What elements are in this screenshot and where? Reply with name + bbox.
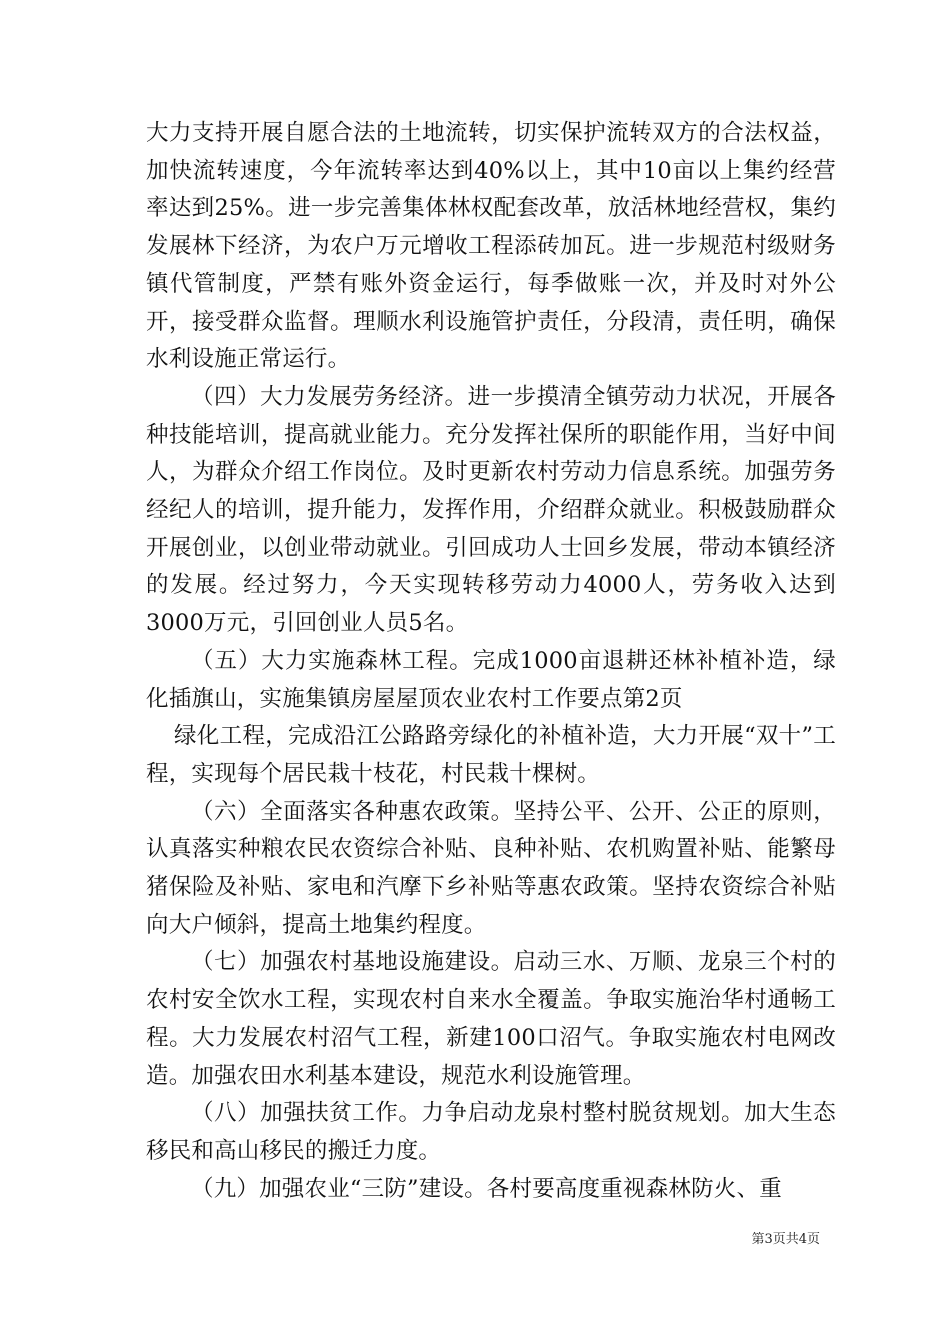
- page-number-footer: 第3页共4页: [751, 1232, 820, 1247]
- paragraph-poverty-relief: （八）加强扶贫工作。力争启动龙泉村整村脱贫规划。加大生态移民和高山移民的搬迁力度。: [146, 1100, 836, 1164]
- paragraph-land-transfer: 大力支持开展自愿合法的土地流转，切实保护流转双方的合法权益，加快流转速度，今年流转率达到40%以上，其中10亩以上集约经营率达到25%。进一步完善集体林权配套改革，放活林地经营权，集约发展林下经济，为农户万元增收工程添砖加瓦。进一步规范村级财务镇代管制度，严禁有账外资金运行，每季做账一次，并及时对外公开，接受群众监督。理顺水利设施管护责任，分段清，责任明，确保水利设施正常运行。: [146, 120, 836, 373]
- paragraph-three-prevention: （九）加强农业“三防”建设。各村要高度重视森林防火、重: [191, 1175, 782, 1202]
- paragraph-greening-project: 绿化工程，完成沿江公路路旁绿化的补植补造，大力开展“双十”工程，实现每个居民栽十枝花，村民栽十棵树。: [146, 723, 836, 787]
- paragraph-forest-project: （五）大力实施森林工程。完成1000亩退耕还林补植补造，绿化插旗山，实施集镇房屋屋顶农业农村工作要点第2页: [146, 647, 836, 712]
- paragraph-infrastructure: （七）加强农村基地设施建设。启动三水、万顺、龙泉三个村的农村安全饮水工程，实现农村自来水全覆盖。争取实施治华村通畅工程。大力发展农村沼气工程，新建100口沼气。争取实施农村电网改造。加强农田水利基本建设，规范水利设施管理。: [146, 949, 836, 1089]
- paragraph-labor-economy: （四）大力发展劳务经济。进一步摸清全镇劳动力状况，开展各种技能培训，提高就业能力。充分发挥社保所的职能作用，当好中间人，为群众介绍工作岗位。及时更新农村劳动力信息系统。加强劳务经纪人的培训，提升能力，发挥作用，介绍群众就业。积极鼓励群众开展创业，以创业带动就业。引回成功人士回乡发展，带动本镇经济的发展。经过努力，今天实现转移劳动力4000人，劳务收入达到3000万元，引回创业人员5名。: [146, 383, 836, 637]
- paragraph-agri-policies: （六）全面落实各种惠农政策。坚持公平、公开、公正的原则，认真落实种粮农民农资综合补贴、良种补贴、农机购置补贴、能繁母猪保险及补贴、家电和汽摩下乡补贴等惠农政策。坚持农资综合补贴向大户倾斜，提高土地集约程度。: [146, 798, 836, 938]
- document-body: [146, 115, 836, 1208]
